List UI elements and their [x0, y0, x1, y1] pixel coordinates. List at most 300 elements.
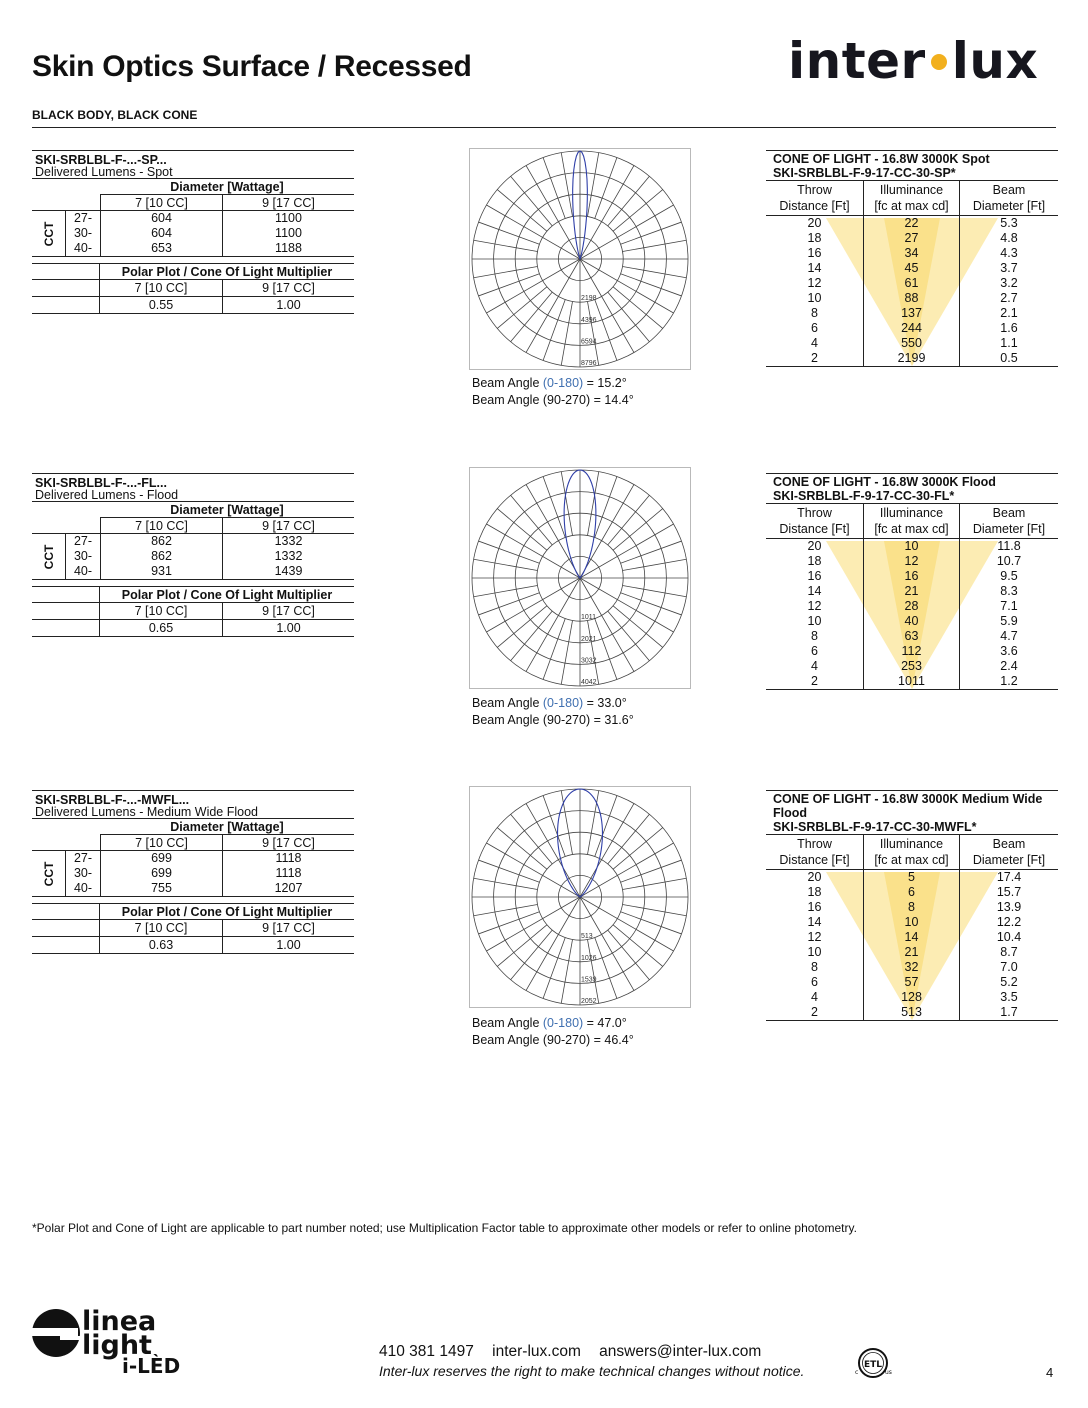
- cone-title: CONE OF LIGHT - 16.8W 3000K Spot SKI-SRBLBL-F-9-17-CC-30-SP*: [766, 150, 1058, 181]
- illuminance-value: 2199: [863, 351, 960, 366]
- mult-col-b-header: 9 [17 CC]: [262, 604, 315, 618]
- polar-spoke: [474, 559, 538, 570]
- throw-distance: 16: [807, 246, 822, 260]
- throw-distance: 10: [807, 945, 822, 959]
- lumen-value-a: 699: [100, 866, 223, 881]
- beam-angle-1-value: = 33.0°: [583, 696, 627, 710]
- lumens-table: [32, 150, 354, 314]
- beam-angle-2: Beam Angle (90-270) = 46.4°: [472, 1033, 634, 1047]
- polar-spoke: [543, 300, 565, 361]
- polar-spoke: [588, 153, 599, 217]
- beam-diameter: 8.3: [1000, 584, 1018, 598]
- cone-of-light-table: [766, 473, 1058, 690]
- polar-plot: [469, 467, 691, 689]
- svg-text:us: us: [885, 1369, 892, 1376]
- polar-spoke: [543, 477, 565, 538]
- throw-distance: 6: [811, 321, 818, 335]
- beam-diameter: 3.7: [1000, 261, 1018, 275]
- lumen-value-b: 1332: [274, 534, 303, 548]
- illuminance-value: 1011: [863, 674, 960, 689]
- illuminance-value: 8: [863, 900, 960, 915]
- mult-col-a-header: 7 [10 CC]: [100, 920, 223, 936]
- illuminance-header-2: [fc at max cd]: [874, 522, 949, 536]
- throw-distance: 4: [811, 990, 818, 1004]
- throw-header: Throw: [797, 183, 832, 197]
- beam-angle-2: Beam Angle (90-270) = 31.6°: [472, 713, 634, 727]
- beam-diameter: 5.9: [1000, 614, 1018, 628]
- svg-text:ETL: ETL: [863, 1360, 883, 1370]
- cone-title: CONE OF LIGHT - 16.8W 3000K Medium Wide Flood SKI-SRBLBL-F-9-17-CC-30-MWFL*: [766, 790, 1058, 835]
- cct-row: [66, 226, 354, 241]
- polar-spoke: [623, 586, 687, 597]
- logo-line3: i-LÈD: [122, 1354, 181, 1376]
- svg-text:c: c: [855, 1369, 859, 1376]
- polar-spoke: [588, 791, 599, 855]
- beam-angle-1-prefix: Beam Angle: [472, 696, 543, 710]
- illuminance-value: 28: [863, 599, 960, 614]
- linea-light-logo: [32, 1306, 202, 1376]
- polar-spoke: [595, 938, 617, 999]
- illuminance-value: 45: [863, 261, 960, 276]
- throw-distance: 18: [807, 554, 822, 568]
- col-b-header: 9 [17 CC]: [262, 836, 315, 850]
- polar-spoke: [543, 619, 565, 680]
- beam-diameter: 3.2: [1000, 276, 1018, 290]
- cct-value: 40-: [73, 241, 93, 255]
- cone-row: [766, 321, 1058, 336]
- lumen-value-a: 604: [100, 211, 223, 226]
- beam-diameter: 7.0: [1000, 960, 1018, 974]
- throw-header-2: Distance [Ft]: [779, 522, 850, 536]
- beam-angles: [472, 1015, 634, 1049]
- throw-distance: 12: [807, 930, 822, 944]
- illuminance-value: 21: [863, 584, 960, 599]
- polar-spoke: [561, 302, 572, 366]
- illuminance-value: 128: [863, 990, 960, 1005]
- beam-diameter: 8.7: [1000, 945, 1018, 959]
- cone-row: [766, 960, 1058, 975]
- col-b-header: 9 [17 CC]: [262, 196, 315, 210]
- col-b-header: 9 [17 CC]: [262, 519, 315, 533]
- cct-block: [32, 851, 354, 897]
- beam-diameter: 1.6: [1000, 321, 1018, 335]
- cct-rows: [66, 534, 354, 579]
- cone-row: [766, 930, 1058, 945]
- beam-diameter: 11.8: [997, 539, 1021, 553]
- mult-col-a-header: 7 [10 CC]: [100, 603, 223, 619]
- multiplier-header: Polar Plot / Cone Of Light Multiplier: [121, 588, 333, 602]
- lumen-value-a: 755: [100, 881, 223, 896]
- cone-body: [766, 870, 1058, 1021]
- throw-distance: 18: [807, 231, 822, 245]
- cct-row: [66, 851, 354, 866]
- polar-spoke: [595, 477, 617, 538]
- cone-rows: [766, 539, 1058, 689]
- polar-spoke: [479, 274, 540, 296]
- beam-angle-1-range: (0-180): [542, 696, 584, 710]
- cct-row: [66, 564, 354, 579]
- part-code: SKI-SRBLBL-F-...-FL...: [32, 473, 354, 488]
- cone-row: [766, 584, 1058, 599]
- throw-distance: 6: [811, 975, 818, 989]
- cct-value: 27-: [73, 534, 93, 548]
- illuminance-value: 10: [863, 915, 960, 930]
- col-a-header: 7 [10 CC]: [100, 195, 223, 210]
- polar-spoke: [621, 222, 682, 244]
- beam-diameter: 1.7: [1000, 1005, 1018, 1019]
- polar-ring-label: 4042: [581, 679, 597, 686]
- throw-distance: 2: [811, 674, 818, 688]
- throw-distance: 20: [807, 539, 822, 553]
- throw-distance: 18: [807, 885, 822, 899]
- polar-spoke: [623, 240, 687, 251]
- polar-spoke: [621, 274, 682, 296]
- mult-value-b: 1.00: [276, 298, 301, 312]
- beam-diameter: 1.1: [1000, 336, 1018, 350]
- cone-row: [766, 539, 1058, 554]
- illuminance-value: 10: [863, 539, 960, 554]
- cone-header-row: [766, 504, 1058, 539]
- lumen-value-b: 1118: [275, 851, 302, 865]
- illuminance-value: 63: [863, 629, 960, 644]
- mult-value-b: 1.00: [276, 938, 301, 952]
- page-subtitle: BLACK BODY, BLACK CONE: [32, 108, 198, 122]
- throw-distance: 20: [807, 870, 822, 884]
- throw-distance: 2: [811, 351, 818, 365]
- polar-spoke: [621, 541, 682, 563]
- beam-diameter: 5.3: [1000, 216, 1018, 230]
- polar-spoke: [561, 621, 572, 685]
- illuminance-value: 513: [863, 1005, 960, 1020]
- beam-diameter: 3.6: [1000, 644, 1018, 658]
- mult-col-b-header: 9 [17 CC]: [262, 921, 315, 935]
- lumen-value-b: 1207: [274, 881, 303, 895]
- polar-spoke: [474, 878, 538, 889]
- cct-block: [32, 534, 354, 580]
- cone-row: [766, 975, 1058, 990]
- multiplier-header: Polar Plot / Cone Of Light Multiplier: [121, 905, 333, 919]
- illuminance-value: 253: [863, 659, 960, 674]
- disclaimer: Inter-lux reserves the right to make technical changes without notice.: [379, 1363, 805, 1379]
- polar-spoke: [474, 267, 538, 278]
- illuminance-value: 550: [863, 336, 960, 351]
- throw-distance: 16: [807, 900, 822, 914]
- illuminance-value: 6: [863, 885, 960, 900]
- delivered-lumens-label: Delivered Lumens - Flood: [32, 488, 354, 502]
- beam-diameter: 2.1: [1000, 306, 1018, 320]
- beam-angle-1-value: = 15.2°: [583, 376, 627, 390]
- brand-dot: [931, 54, 947, 70]
- polar-spoke: [588, 472, 599, 536]
- polar-spoke: [543, 938, 565, 999]
- beam-diameter-header: Beam: [992, 506, 1026, 520]
- polar-spoke: [595, 796, 617, 857]
- cone-row: [766, 870, 1058, 885]
- polar-spoke: [561, 940, 572, 1004]
- beam-diameter: 10.4: [996, 930, 1022, 944]
- polar-ring-label: 2052: [581, 998, 597, 1005]
- throw-distance: 16: [807, 569, 822, 583]
- delivered-lumens-label: Delivered Lumens - Medium Wide Flood: [32, 805, 354, 819]
- illuminance-value: 88: [863, 291, 960, 306]
- polar-ring-label: 513: [581, 933, 593, 941]
- cone-rows: [766, 870, 1058, 1020]
- throw-header: Throw: [797, 837, 832, 851]
- cone-row: [766, 231, 1058, 246]
- lumen-value-a: 699: [100, 851, 223, 866]
- polar-spoke: [543, 796, 565, 857]
- page-title: Skin Optics Surface / Recessed: [32, 50, 472, 83]
- beam-angle-1-prefix: Beam Angle: [472, 1016, 543, 1030]
- mult-value-a: 0.63: [100, 937, 223, 953]
- polar-spoke: [621, 912, 682, 934]
- email-link[interactable]: answers@inter-lux.com: [599, 1343, 762, 1360]
- lumen-value-a: 604: [100, 226, 223, 241]
- throw-distance: 8: [811, 306, 818, 320]
- cone-body: [766, 216, 1058, 367]
- beam-diameter: 10.7: [996, 554, 1022, 568]
- beam-diameter: 2.7: [1000, 291, 1018, 305]
- polar-ring-label: 1026: [581, 954, 597, 962]
- cone-row: [766, 599, 1058, 614]
- illuminance-value: 5: [863, 870, 960, 885]
- beam-angle-1-range: (0-180): [542, 1016, 584, 1030]
- polar-spoke: [623, 559, 687, 570]
- illuminance-value: 244: [863, 321, 960, 336]
- mult-col-b-header: 9 [17 CC]: [262, 281, 315, 295]
- lumen-value-b: 1100: [275, 226, 302, 240]
- cct-rows: [66, 851, 354, 896]
- mult-value-a: 0.65: [100, 620, 223, 636]
- brand-left: inter: [788, 32, 926, 90]
- illuminance-header-2: [fc at max cd]: [874, 853, 949, 867]
- diameter-header: Diameter [Wattage]: [100, 179, 354, 195]
- cct-label: CCT: [32, 534, 66, 579]
- polar-ring-label: 6594: [581, 338, 597, 346]
- polar-spoke: [588, 940, 599, 1004]
- polar-ring-label: 3032: [581, 657, 597, 665]
- illuminance-value: 34: [863, 246, 960, 261]
- cct-row: [66, 241, 354, 256]
- illuminance-value: 57: [863, 975, 960, 990]
- beam-diameter: 4.3: [1000, 246, 1018, 260]
- cct-row: [66, 211, 354, 226]
- polar-spoke: [561, 791, 572, 855]
- cone-row: [766, 306, 1058, 321]
- cone-rows: [766, 216, 1058, 366]
- throw-distance: 2: [811, 1005, 818, 1019]
- beam-angle-1-range: (0-180): [542, 376, 584, 390]
- throw-distance: 12: [807, 599, 822, 613]
- throw-header: Throw: [797, 506, 832, 520]
- polar-spoke: [561, 153, 572, 217]
- polar-ring-label: 4396: [581, 316, 597, 324]
- throw-distance: 14: [807, 261, 822, 275]
- throw-distance: 8: [811, 629, 818, 643]
- multiplier-header: Polar Plot / Cone Of Light Multiplier: [121, 265, 333, 279]
- phone: 410 381 1497: [379, 1343, 474, 1360]
- polar-plot: [469, 148, 691, 370]
- beam-diameter-header: Beam: [992, 183, 1026, 197]
- polar-spoke: [623, 878, 687, 889]
- beam-diameter-header-2: Diameter [Ft]: [972, 522, 1046, 536]
- cone-row: [766, 674, 1058, 689]
- polar-ring-label: 2198: [581, 295, 597, 303]
- header-rule: [32, 127, 1056, 128]
- throw-header-2: Distance [Ft]: [779, 853, 850, 867]
- beam-angles: [472, 695, 634, 729]
- cone-row: [766, 1005, 1058, 1020]
- beam-diameter: 4.8: [1000, 231, 1018, 245]
- beam-diameter: 9.5: [1000, 569, 1018, 583]
- polar-ring-label: 1539: [581, 976, 597, 984]
- cone-row: [766, 261, 1058, 276]
- beam-diameter: 7.1: [1000, 599, 1018, 613]
- beam-diameter: 15.7: [996, 885, 1022, 899]
- cone-header-row: [766, 181, 1058, 216]
- multiplier-table: [32, 903, 354, 954]
- cone-row: [766, 629, 1058, 644]
- cct-row: [66, 866, 354, 881]
- illuminance-value: 61: [863, 276, 960, 291]
- lumen-value-a: 862: [100, 534, 223, 549]
- beam-angle-1-prefix: Beam Angle: [472, 376, 543, 390]
- illuminance-value: 14: [863, 930, 960, 945]
- cone-row: [766, 351, 1058, 366]
- polar-spoke: [474, 240, 538, 251]
- logo-line1: linea: [82, 1306, 157, 1337]
- cct-row: [66, 549, 354, 564]
- contact-line: [379, 1343, 775, 1361]
- cct-label: CCT: [32, 211, 66, 256]
- polar-spoke: [595, 300, 617, 361]
- diameter-header: Diameter [Wattage]: [100, 819, 354, 835]
- beam-diameter-header-2: Diameter [Ft]: [972, 853, 1046, 867]
- beam-diameter: 2.4: [1000, 659, 1018, 673]
- illuminance-header: Illuminance: [879, 506, 944, 520]
- cct-label: CCT: [32, 851, 66, 896]
- illuminance-value: 112: [863, 644, 960, 659]
- part-code: SKI-SRBLBL-F-...-SP...: [32, 150, 354, 165]
- cct-value: 40-: [73, 881, 93, 895]
- lumen-value-b: 1118: [275, 866, 302, 880]
- col-a-header: 7 [10 CC]: [100, 835, 223, 850]
- cct-value: 27-: [73, 211, 93, 225]
- lumen-value-a: 931: [100, 564, 223, 579]
- lumen-value-b: 1188: [275, 241, 302, 255]
- lumen-value-b: 1100: [275, 211, 302, 225]
- polar-spoke: [621, 860, 682, 882]
- cone-row: [766, 336, 1058, 351]
- cone-row: [766, 900, 1058, 915]
- cone-row: [766, 291, 1058, 306]
- lumen-value-a: 653: [100, 241, 223, 256]
- cone-row: [766, 246, 1058, 261]
- cone-part-number: SKI-SRBLBL-F-9-17-CC-30-FL*: [773, 489, 955, 503]
- cct-row: [66, 881, 354, 896]
- cone-of-light-table: [766, 790, 1058, 1021]
- polar-spoke: [479, 860, 540, 882]
- throw-distance: 4: [811, 659, 818, 673]
- polar-plot: [469, 786, 691, 1008]
- polar-spoke: [479, 912, 540, 934]
- cone-row: [766, 659, 1058, 674]
- polar-spoke: [588, 621, 599, 685]
- cone-row: [766, 614, 1058, 629]
- illuminance-value: 21: [863, 945, 960, 960]
- cone-row: [766, 276, 1058, 291]
- illuminance-value: 137: [863, 306, 960, 321]
- illuminance-value: 22: [863, 216, 960, 231]
- cct-value: 27-: [73, 851, 93, 865]
- beam-diameter: 0.5: [1000, 351, 1018, 365]
- mult-value-b: 1.00: [276, 621, 301, 635]
- cone-title: CONE OF LIGHT - 16.8W 3000K Flood SKI-SRBLBL-F-9-17-CC-30-FL*: [766, 473, 1058, 504]
- throw-header-2: Distance [Ft]: [779, 199, 850, 213]
- polar-ring-label: 1011: [581, 614, 597, 622]
- website-link[interactable]: inter-lux.com: [492, 1343, 581, 1360]
- throw-distance: 12: [807, 276, 822, 290]
- polar-plot-svg: [470, 787, 690, 1007]
- lumen-value-a: 862: [100, 549, 223, 564]
- multiplier-table: [32, 586, 354, 637]
- cone-header-row: [766, 835, 1058, 870]
- cct-rows: [66, 211, 354, 256]
- cone-part-number: SKI-SRBLBL-F-9-17-CC-30-MWFL*: [773, 820, 977, 834]
- illuminance-value: 40: [863, 614, 960, 629]
- polar-spoke: [623, 267, 687, 278]
- cone-body: [766, 539, 1058, 690]
- beam-diameter: 13.9: [996, 900, 1022, 914]
- cct-value: 40-: [73, 564, 93, 578]
- throw-distance: 10: [807, 291, 822, 305]
- throw-distance: 4: [811, 336, 818, 350]
- lumen-value-b: 1332: [274, 549, 303, 563]
- footnote: *Polar Plot and Cone of Light are applicable to part number noted; use Multiplication Factor table to approximate other models or refer to online photometry.: [32, 1221, 857, 1235]
- cct-row: [66, 534, 354, 549]
- lumen-value-b: 1439: [274, 564, 303, 578]
- polar-spoke: [588, 302, 599, 366]
- part-code: SKI-SRBLBL-F-...-MWFL...: [32, 790, 354, 805]
- polar-spoke: [621, 593, 682, 615]
- throw-distance: 8: [811, 960, 818, 974]
- polar-spoke: [543, 158, 565, 219]
- cone-of-light-table: [766, 150, 1058, 367]
- brand-right: lux: [951, 32, 1039, 90]
- beam-diameter: 1.2: [1000, 674, 1018, 688]
- beam-angle-2: Beam Angle (90-270) = 14.4°: [472, 393, 634, 407]
- beam-diameter: 17.4: [996, 870, 1022, 884]
- polar-spoke: [479, 222, 540, 244]
- polar-spoke: [561, 472, 572, 536]
- illuminance-value: 27: [863, 231, 960, 246]
- illuminance-header: Illuminance: [879, 183, 944, 197]
- cct-value: 30-: [73, 226, 93, 240]
- polar-spoke: [623, 905, 687, 916]
- polar-spoke: [479, 593, 540, 615]
- illuminance-header: Illuminance: [879, 837, 944, 851]
- illuminance-value: 16: [863, 569, 960, 584]
- cone-row: [766, 569, 1058, 584]
- cone-row: [766, 216, 1058, 231]
- cct-value: 30-: [73, 549, 93, 563]
- beam-diameter: 4.7: [1000, 629, 1018, 643]
- col-a-header: 7 [10 CC]: [100, 518, 223, 533]
- polar-spoke: [479, 541, 540, 563]
- beam-diameter: 5.2: [1000, 975, 1018, 989]
- delivered-lumens-label: Delivered Lumens - Spot: [32, 165, 354, 179]
- logo-line2: light: [82, 1330, 152, 1361]
